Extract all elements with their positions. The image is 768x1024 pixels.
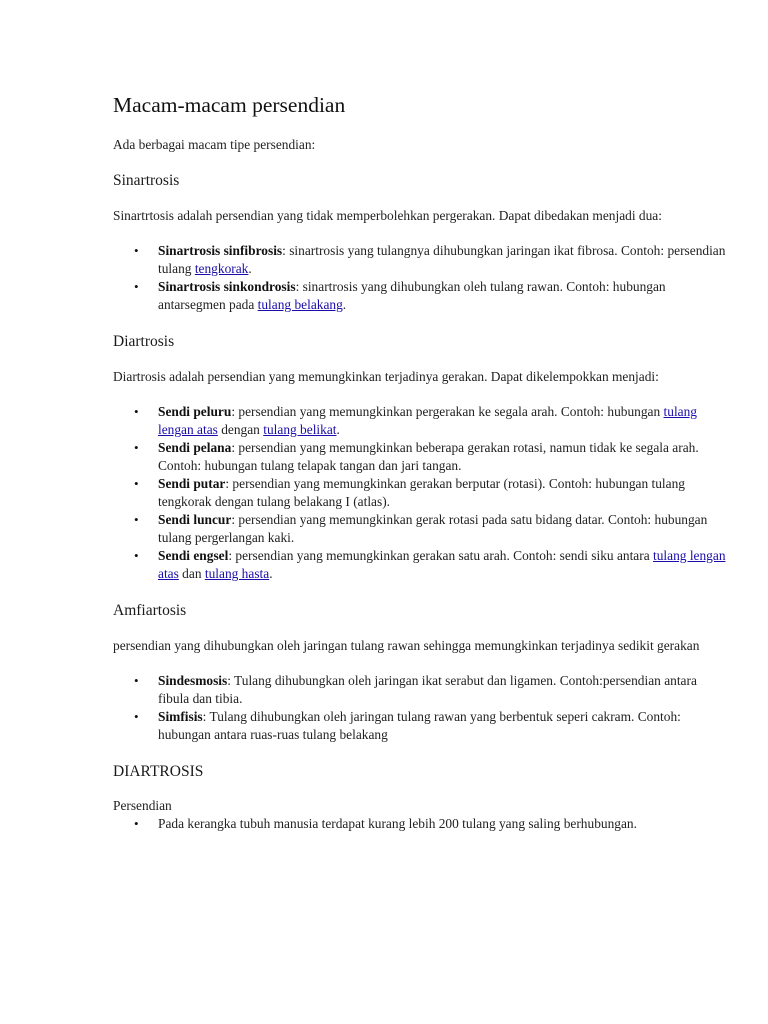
list-item <box>113 511 728 547</box>
bold-term: Sendi luncur <box>158 512 232 527</box>
bold-term: Sindesmosis <box>158 673 228 688</box>
inline-link[interactable]: tulang hasta <box>204 566 270 581</box>
bold-term: Sendi pelana <box>158 440 232 455</box>
inline-link[interactable]: tulang lengan atas <box>158 404 698 437</box>
text-segment: . <box>336 422 340 437</box>
text-segment: Pada kerangka tubuh manusia terdapat kurang lebih 200 tulang yang saling berhubungan. <box>158 816 637 831</box>
section-description <box>113 207 728 225</box>
list-item <box>113 708 728 744</box>
list-item <box>113 672 728 708</box>
list-item <box>113 403 728 439</box>
text-segment: : persendian yang memungkinkan gerakan berputar (rotasi). Contoh: hubungan tulang tengkorak dengan tulang belakang I (atlas). <box>158 476 685 509</box>
list-item <box>113 475 728 511</box>
list-item <box>113 278 728 314</box>
text-segment: : persendian yang memungkinkan gerakan satu arah. Contoh: sendi siku antara <box>228 548 653 563</box>
text-segment: dengan <box>217 422 264 437</box>
intro-paragraph <box>113 136 728 154</box>
list-item <box>113 242 728 278</box>
section-heading: Diartrosis <box>113 333 175 350</box>
section-heading: DIARTROSIS <box>113 763 204 780</box>
text-segment: Persendian <box>113 798 172 813</box>
text-segment: . <box>342 297 347 312</box>
text-segment: dan <box>178 566 205 581</box>
text-segment: : sinartrosis yang tulangnya dihubungkan jaringan ikat fibrosa. Contoh: persendian tulang <box>158 243 726 276</box>
text-segment: : sinartrosis yang dihubungkan oleh tulang rawan. Contoh: hubungan antarsegmen pada <box>158 279 666 312</box>
inline-link[interactable]: tulang belakang <box>257 297 343 312</box>
text-segment: . <box>269 566 273 581</box>
inline-link[interactable]: tulang lengan atas <box>158 548 726 581</box>
text-segment: Ada berbagai macam tipe persendian: <box>113 137 316 152</box>
text-segment: . <box>248 261 252 276</box>
section-list <box>113 815 728 833</box>
section-list <box>113 403 728 583</box>
inline-link[interactable]: tulang belikat <box>263 422 337 437</box>
section-list <box>113 242 728 314</box>
text-segment: Sinartrtosis adalah persendian yang tidak memperbolehkan pergerakan. Dapat dibedakan menjadi dua: <box>113 208 662 223</box>
text-segment: : Tulang dihubungkan oleh jaringan tulang rawan yang berbentuk seperi cakram. Contoh: hubungan antara ruas-ruas tulang belakang <box>158 709 681 742</box>
section-description <box>113 637 728 655</box>
text-segment: : persendian yang memungkinkan gerak rotasi pada satu bidang datar. Contoh: hubungan tulang pergerlangan kaki. <box>158 512 708 545</box>
list-item <box>113 439 728 475</box>
text-segment: Diartrosis adalah persendian yang memungkinkan terjadinya gerakan. Dapat dikelempokkan menjadi: <box>113 369 659 384</box>
list-item <box>113 815 728 833</box>
bold-term: Sendi putar <box>158 476 226 491</box>
section-list <box>113 672 728 744</box>
section-description <box>113 368 728 386</box>
section-description <box>113 797 728 815</box>
text-segment: : Tulang dihubungkan oleh jaringan ikat serabut dan ligamen. Contoh:persendian antara fibula dan tibia. <box>158 673 697 706</box>
text-segment: persendian yang dihubungkan oleh jaringan tulang rawan sehingga memungkinkan terjadinya sedikit gerakan <box>113 638 700 653</box>
bold-term: Sendi peluru <box>158 404 232 419</box>
text-segment: : persendian yang memungkinkan beberapa gerakan rotasi, namun tidak ke segala arah. Contoh: hubungan tulang telapak tangan dan jari tangan. <box>158 440 699 473</box>
section-heading: Sinartrosis <box>113 172 180 189</box>
bold-term: Simfisis <box>158 709 203 724</box>
list-item <box>113 547 728 583</box>
section-diartrosis-caps <box>113 762 728 833</box>
bold-term: Sendi engsel <box>158 548 229 563</box>
section-sinartrosis <box>113 171 728 314</box>
bold-term: Sinartrosis sinfibrosis <box>158 243 283 258</box>
page-title: Macam-macam persendian <box>113 93 346 117</box>
bold-term: Sinartrosis sinkondrosis <box>158 279 296 294</box>
section-diartrosis <box>113 332 728 583</box>
text-segment: : persendian yang memungkinkan pergerakan ke segala arah. Contoh: hubungan <box>231 404 664 419</box>
section-amfiartosis <box>113 601 728 744</box>
section-heading: Amfiartosis <box>113 602 187 619</box>
inline-link[interactable]: tengkorak <box>194 261 249 276</box>
